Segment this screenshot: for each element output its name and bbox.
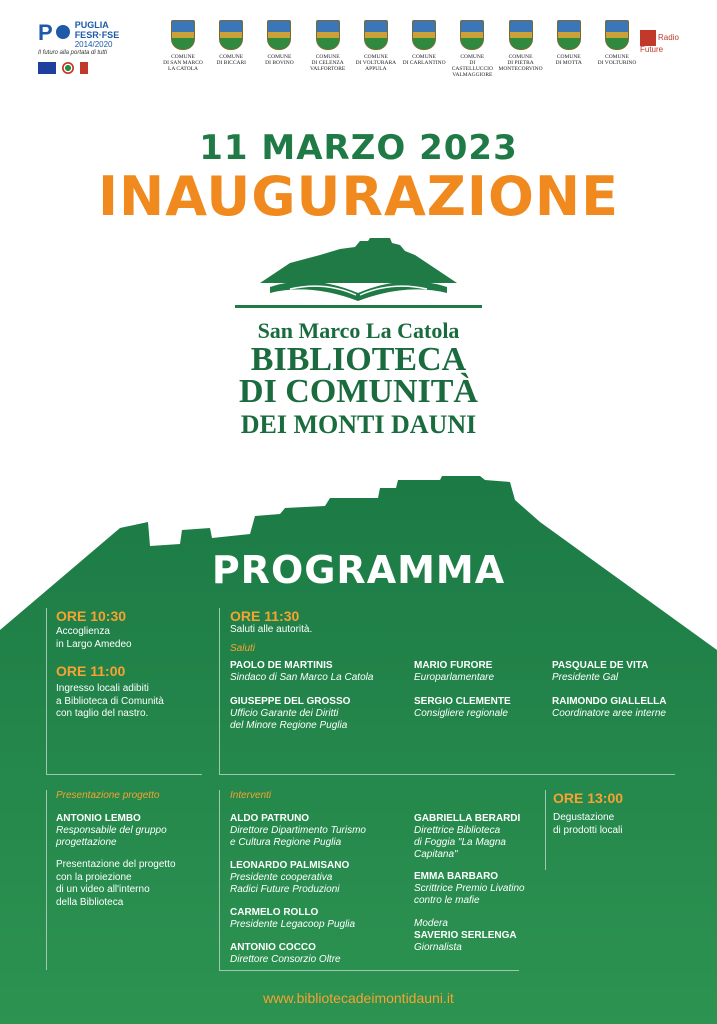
comune-logo [305, 20, 351, 82]
speaker-role: Scrittrice Premio Livatino [414, 883, 525, 894]
speaker [230, 813, 410, 849]
speaker-role: Sindaco di San Marco La Catola [230, 672, 374, 683]
programma-title: PROGRAMMA [211, 548, 506, 592]
comune-line1: COMUNE [267, 54, 292, 60]
speaker-role: di Foggia "La Magna [414, 837, 506, 848]
speaker-role: Direttore Consorzio Oltre [230, 954, 341, 965]
comune-line2: DI CELENZA [311, 60, 344, 66]
radio-logo-icon [640, 30, 656, 46]
website-link[interactable]: www.bibliotecadeimontidauni.it [263, 990, 454, 1006]
speaker-name: GIUSEPPE DEL GROSSO [230, 696, 351, 707]
crest-icon [171, 20, 195, 50]
speaker-role: del Minore Regione Puglia [230, 720, 348, 731]
speaker-name: ANTONIO COCCO [230, 942, 316, 953]
fesr-dot-icon [56, 25, 70, 39]
library-town: San Marco La Catola [257, 318, 460, 343]
speaker [414, 696, 544, 720]
comune-line2: DI CASTELLUCCIO [451, 60, 493, 72]
comune-logo [160, 20, 206, 82]
library-line3: DEI MONTI DAUNI [240, 410, 477, 439]
hour-1130: ORE 11:30 [230, 608, 300, 624]
italy-emblem-icon [62, 62, 74, 74]
fesr-p-letter: P [38, 20, 53, 45]
moderator-label: Modera [414, 918, 448, 929]
crest-icon [557, 20, 581, 50]
comune-logo [449, 20, 495, 82]
comune-logo [256, 20, 302, 82]
comune-line1: COMUNE [171, 54, 195, 60]
comune-line1: COMUNE [556, 54, 581, 60]
open-book-icon [270, 281, 447, 301]
speaker [230, 942, 410, 966]
event-title: INAUGURAZIONE [97, 165, 620, 228]
comune-line3: VALMAGGIORE [452, 72, 493, 78]
section-presentazione: Presentazione progetto [56, 790, 160, 801]
speaker-name: ALDO PATRUNO [230, 813, 310, 824]
speaker-role: contro le mafie [414, 895, 480, 906]
comuni-list [160, 20, 640, 82]
event-date: 11 MARZO 2023 [199, 128, 518, 168]
speaker-name: SERGIO CLEMENTE [414, 696, 511, 707]
item-text: Degustazione [553, 812, 615, 823]
item-text: di prodotti locali [553, 824, 623, 836]
fesr-tagline: Il futuro alla portata di tutti [38, 50, 108, 56]
program-col2 [230, 608, 700, 654]
comune-line1: COMUNE [219, 54, 244, 60]
speaker-name: RAIMONDO GIALLELLA [552, 696, 667, 707]
divider [219, 970, 519, 971]
speaker-name: GABRIELLA BERARDI [414, 813, 521, 824]
divider [46, 608, 47, 774]
item-text: con la proiezione [56, 871, 132, 883]
comune-line1: COMUNE [460, 54, 485, 60]
divider [219, 790, 220, 970]
speaker-role: Consigliere regionale [414, 708, 508, 719]
speaker-name: EMMA BARBARO [414, 871, 499, 882]
item-text: Accoglienza [56, 626, 110, 637]
crest-icon [412, 20, 436, 50]
fesr-line2: FESR·FSE [74, 30, 120, 40]
speaker-role: Europarlamentare [414, 672, 495, 683]
section-interventi: Interventi [230, 790, 272, 801]
speaker-role: progettazione [56, 837, 117, 848]
crest-icon [509, 20, 533, 50]
speaker [230, 696, 410, 732]
fesr-line3: 2014/2020 [74, 40, 113, 49]
comune-line1: COMUNE [508, 54, 533, 60]
moderator-role: Giornalista [414, 942, 462, 953]
speaker-name: LEONARDO PALMISANO [230, 860, 350, 871]
moderator-name: SAVERIO SERLENGA [414, 930, 517, 941]
comune-line2: DI VOLTURARA [355, 60, 397, 66]
speaker [230, 660, 410, 684]
speaker [414, 813, 544, 861]
speaker-name: PAOLO DE MARTINIS [230, 660, 333, 671]
speaker-role: e Cultura Regione Puglia [230, 837, 342, 848]
speaker-role: Direttore Dipartimento Turismo [230, 825, 366, 836]
speaker-name: MARIO FURORE [414, 660, 493, 671]
eu-flag-icon [38, 62, 56, 74]
speaker-name: PASQUALE DE VITA [552, 660, 649, 671]
hour-1100: ORE 11:00 [56, 663, 126, 679]
item-text: di un video all'interno [56, 884, 150, 895]
comune-line3: VALFORTORE [310, 66, 346, 72]
speaker-role: Presidente Gal [552, 672, 619, 683]
crest-icon [605, 20, 629, 50]
radio-logo-text: Radio Future [640, 33, 679, 54]
hour-1300: ORE 13:00 [553, 790, 624, 806]
comune-line1: COMUNE [412, 54, 437, 60]
item-text: a Biblioteca di Comunità [56, 695, 164, 707]
comune-line2: DI PIETRA [507, 60, 534, 66]
speaker [414, 660, 544, 684]
crest-icon [219, 20, 243, 50]
item-text: con taglio del nastro. [56, 708, 149, 719]
speaker-role: Capitana" [414, 849, 458, 860]
item-text: della Biblioteca [56, 896, 124, 908]
divider [219, 774, 675, 775]
speaker [552, 696, 712, 720]
program-col5 [553, 790, 703, 837]
comune-line2: DI CARLANTINO [402, 60, 446, 66]
library-line1: BIBLIOTECA [250, 341, 467, 378]
crest-icon [364, 20, 388, 50]
comune-line2: DI MOTTA [555, 60, 582, 66]
crest-icon [316, 20, 340, 50]
comune-line1: COMUNE [363, 54, 388, 60]
fesr-logo [38, 20, 148, 80]
moderator [414, 918, 544, 954]
castle-silhouette [260, 238, 457, 283]
comune-line1: COMUNE [605, 54, 629, 60]
crest-icon [267, 20, 291, 50]
comune-line3: MONTECORVINO [498, 66, 543, 72]
comune-logo [594, 20, 640, 82]
comune-logo [401, 20, 447, 82]
speaker-name: CARMELO ROLLO [230, 907, 319, 918]
speaker-role: Ufficio Garante dei Diritti [230, 708, 339, 719]
comune-line3: LA CATOLA [168, 66, 198, 72]
section-saluti: Saluti [230, 642, 256, 654]
item-text: Saluti alle autorità. [230, 624, 313, 635]
hour-1030: ORE 10:30 [56, 608, 127, 624]
program-col1 [56, 608, 206, 721]
speaker [414, 871, 544, 907]
speaker [230, 907, 410, 931]
radio-future-logo [640, 30, 698, 52]
item-text: Ingresso locali adibiti [56, 683, 149, 694]
comune-logo [546, 20, 592, 82]
speaker [552, 660, 702, 684]
speaker-role: Responsabile del gruppo [56, 825, 167, 836]
speaker-role: Coordinatore aree interne [552, 708, 666, 719]
divider [46, 774, 202, 775]
comune-line2: DI BICCARI [216, 60, 246, 66]
speaker-role: Presidente cooperativa [230, 872, 333, 883]
comune-logo [498, 20, 544, 82]
comune-line3: APPULA [365, 66, 387, 72]
program-col4 [230, 790, 410, 801]
item-text: Presentazione del progetto [56, 859, 176, 870]
fesr-line1: PUGLIA [74, 20, 109, 30]
divider [545, 790, 546, 870]
divider [219, 608, 220, 774]
speaker-role: Presidente Legacoop Puglia [230, 919, 356, 930]
comune-line1: COMUNE [315, 54, 340, 60]
comune-line2: DI VOLTURINO [597, 60, 637, 66]
item-text: in Largo Amedeo [56, 638, 132, 650]
speaker-role: Radici Future Produzioni [230, 884, 340, 895]
library-line2: DI COMUNITÀ [239, 373, 478, 410]
comune-logo [353, 20, 399, 82]
comune-logo [208, 20, 254, 82]
speaker-name: ANTONIO LEMBO [56, 813, 141, 824]
speaker-role: Direttrice Biblioteca [414, 825, 501, 836]
regione-puglia-icon [80, 62, 106, 74]
crest-icon [460, 20, 484, 50]
castle-book-logo [230, 235, 487, 315]
divider [46, 790, 47, 970]
speaker [230, 860, 410, 896]
comune-line2: DI SAN MARCO [163, 60, 203, 66]
program-col3 [56, 790, 216, 909]
comune-line2: DI BOVINO [265, 60, 294, 66]
